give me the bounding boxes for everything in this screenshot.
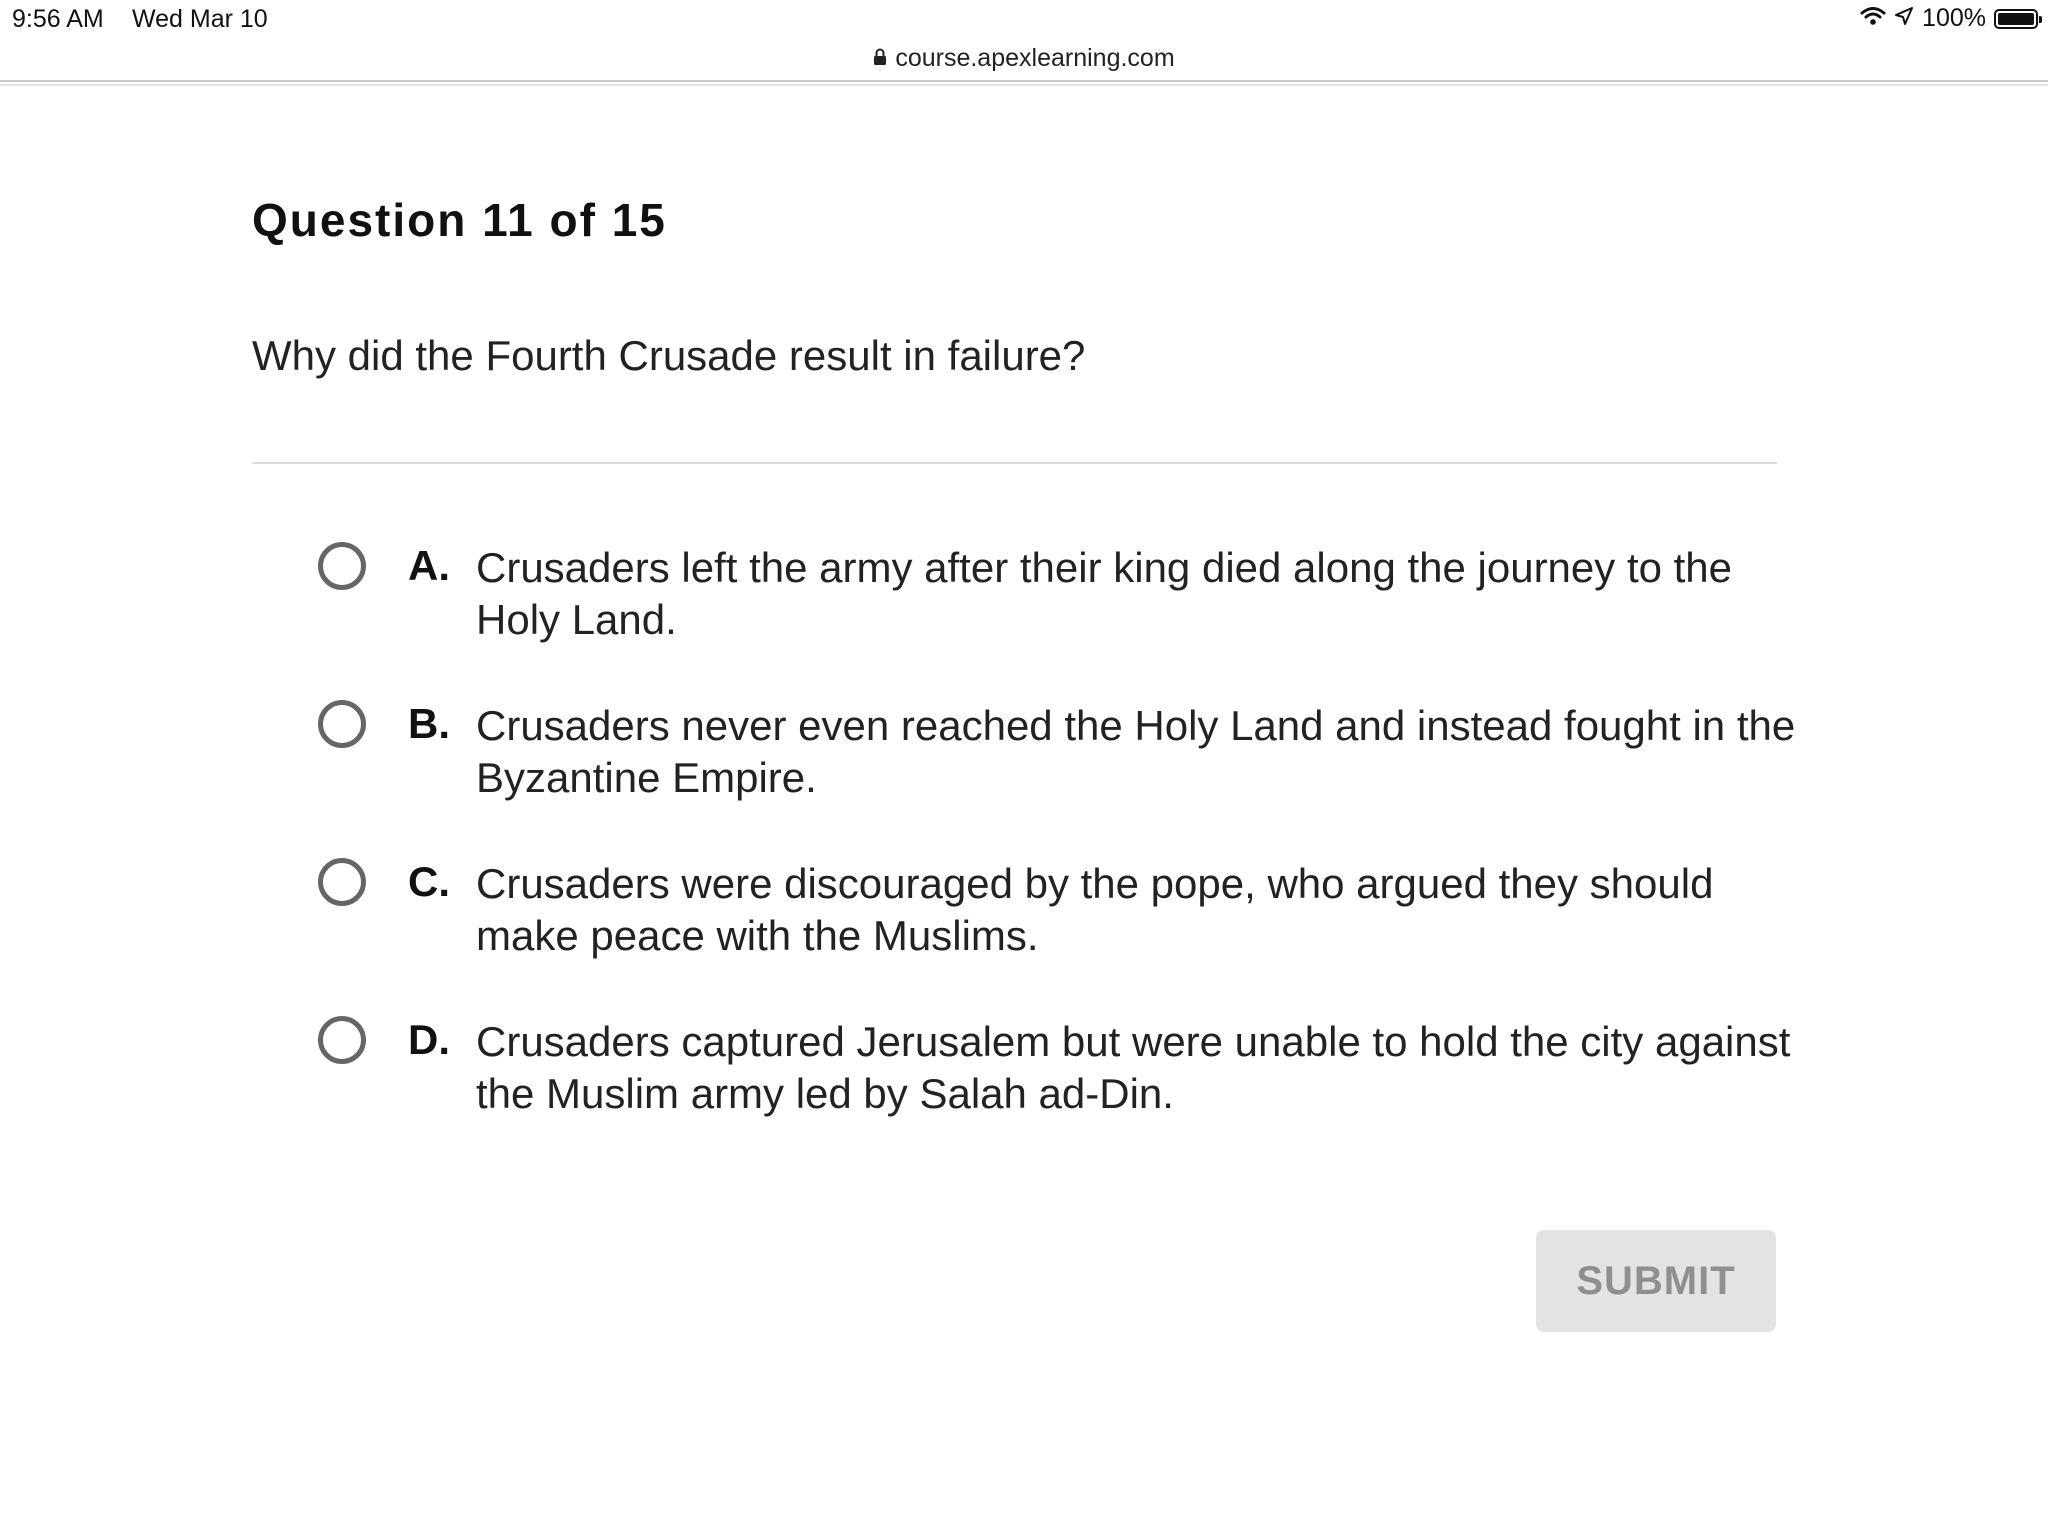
wifi-icon: [1860, 4, 1886, 33]
status-bar: [0, 0, 2048, 36]
answer-option-d[interactable]: [318, 1012, 1798, 1170]
submit-button[interactable]: SUBMIT: [1536, 1230, 1776, 1332]
answer-option-c[interactable]: [318, 854, 1798, 1012]
radio-button-d[interactable]: [318, 1016, 366, 1064]
radio-button-a[interactable]: [318, 542, 366, 590]
battery-icon: [1994, 9, 2038, 29]
radio-button-c[interactable]: [318, 858, 366, 906]
lock-icon: [873, 44, 887, 73]
question-counter: Question 11 of 15: [252, 194, 667, 246]
toolbar-divider-shadow: [0, 84, 2048, 86]
answer-options: [318, 538, 1798, 1170]
status-date: Wed Mar 10: [132, 5, 268, 33]
status-indicators: [1860, 4, 2038, 33]
option-text: Crusaders were discouraged by the pope, who argued they should make peace with the Muslims.: [476, 860, 1714, 959]
battery-percentage: 100%: [1922, 4, 1986, 32]
question-divider: [252, 462, 1777, 464]
option-letter: A.: [408, 542, 450, 589]
radio-button-b[interactable]: [318, 700, 366, 748]
answer-option-b[interactable]: [318, 696, 1798, 854]
question-prompt: Why did the Fourth Crusade result in failure?: [252, 332, 1086, 379]
status-time: 9:56 AM: [12, 5, 104, 33]
option-text: Crusaders left the army after their king died along the journey to the Holy Land.: [476, 544, 1733, 643]
option-text: Crusaders captured Jerusalem but were unable to hold the city against the Muslim army led by Salah ad-Din.: [476, 1018, 1791, 1117]
option-letter: D.: [408, 1016, 450, 1063]
option-text: Crusaders never even reached the Holy Land and instead fought in the Byzantine Empire.: [476, 702, 1796, 801]
address-bar[interactable]: [0, 36, 2048, 80]
url-text: course.apexlearning.com: [895, 43, 1175, 72]
location-icon: [1894, 4, 1914, 33]
answer-option-a[interactable]: [318, 538, 1798, 696]
toolbar-divider: [0, 80, 2048, 82]
option-letter: C.: [408, 858, 450, 905]
option-letter: B.: [408, 700, 450, 747]
